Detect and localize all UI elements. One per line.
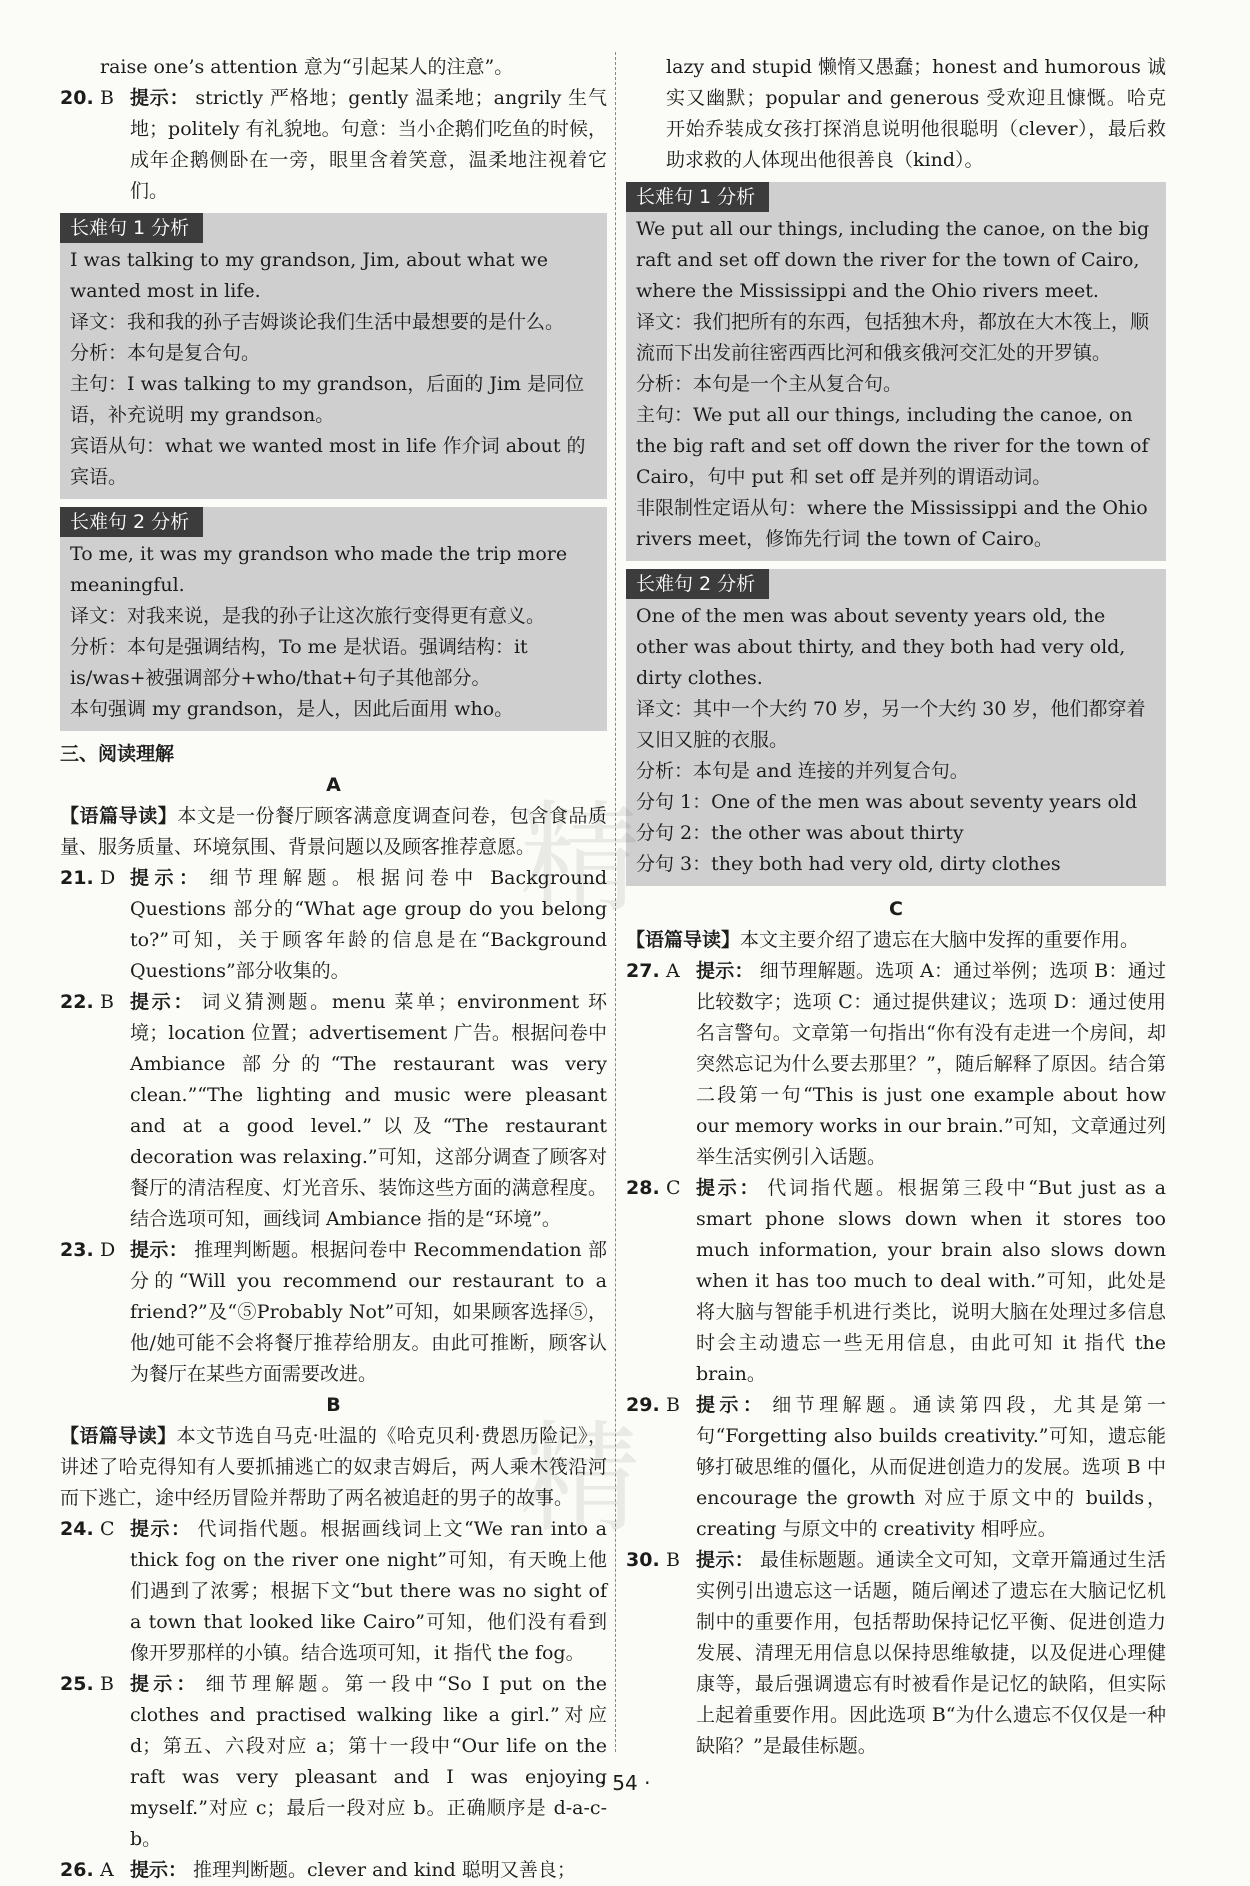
guide-label: 【语篇导读】 (60, 1425, 177, 1447)
explanation (130, 1855, 607, 1886)
explanation-text: 细节理解题。通读第四段，尤其是第一句“Forgetting also builds creativity.”可知，遗忘能够打破思维的僵化，从而促进创造力的发展。选项 B 中 encourage the growth 对应于原文中的 builds，creating 与原文中的 creativity 相呼应。 (696, 1394, 1166, 1540)
answer-letter: B (100, 87, 114, 109)
box-line: 分析：本句是复合句。 (70, 342, 261, 364)
box-title: 长难句 2 分析 (626, 569, 769, 599)
hint-label: 提示： (696, 1394, 767, 1416)
explanation-text: 推理判断题。根据问卷中 Recommendation 部分的“Will you recommend our restaurant to a friend?”及“⑤Probably Not”可知，如果顾客选择⑤，他/她可能不会将餐厅推荐给朋友。由此可推断，顾客认为餐厅在某些方面需要改进。 (130, 1239, 607, 1385)
explanation (696, 1173, 1166, 1390)
hint-label: 提示： (696, 1549, 755, 1571)
paragraph: lazy and stupid 懒惰又愚蠢；honest and humorous 诚实又幽默；popular and generous 受欢迎且慷慨。哈克开始乔装成女孩打探消息说明他很聪明（clever），最后救助求救的人体现出他很善良（kind）。 (666, 56, 1166, 171)
explanation-text: 细节理解题。选项 A：通过举例；选项 B：通过比较数字；选项 C：通过提供建议；选项 D：通过使用名言警句。文章第一句指出“你有没有走进一个房间，却突然忘记为什么要去那里？”，随后解释了原因。结合第二段第一句“This is just one example about how our memory works in our brain.”可知，文章通过列举生活实例引入话题。 (696, 960, 1166, 1168)
box-line: 译文：我们把所有的东西，包括独木舟，都放在大木筏上，顺流而下出发前往密西西比河和俄亥俄河交汇处的开罗镇。 (636, 311, 1150, 364)
answer-letter: D (100, 867, 116, 889)
question-number: 20. (60, 87, 94, 109)
part-heading-b: B (326, 1394, 341, 1416)
question-number: 30. (626, 1549, 660, 1571)
explanation-text: 细节理解题。第一段中“So I put on the clothes and practised walking like a girl.”对应 d；第五、六段对应 a；第十一段中“Our life on the raft was very pleasant and I was enjoying myself.”对应 c；最后一段对应 b。正确顺序是 d-a-c-b。 (130, 1673, 607, 1850)
analysis-box-3 (626, 182, 1166, 561)
right-column (626, 52, 1166, 1762)
box-line: 分句 3：they both had very old, dirty clothes (636, 853, 1061, 875)
watermark-text: 精 (520, 790, 640, 929)
question-number: 25. (60, 1673, 94, 1695)
box-title: 长难句 2 分析 (60, 507, 203, 537)
explanation-text: 代词指代题。根据画线词上文“We ran into a thick fog on the river one night”可知，有天晚上他们遇到了浓雾；根据下文“but there was no sight of a town that looked like Cairo”可知，他们没有看到像开罗那样的小镇。结合选项可知，it 指代 the fog。 (130, 1518, 607, 1664)
answer-letter: B (666, 1394, 680, 1416)
analysis-box-4 (626, 569, 1166, 886)
hint-label: 提示： (130, 87, 190, 109)
box-line: 分析：本句是 and 连接的并列复合句。 (636, 760, 969, 782)
answer-letter: C (666, 1177, 681, 1199)
hint-label: 提示： (130, 1518, 192, 1540)
box-line: 分析：本句是强调结构，To me 是状语。强调结构：it is/was+被强调部分+who/that+句子其他部分。 (70, 636, 528, 689)
box-line: 分析：本句是一个主从复合句。 (636, 373, 903, 395)
box-title: 长难句 1 分析 (60, 213, 203, 243)
question-number: 22. (60, 991, 94, 1013)
answer-letter: D (100, 1239, 116, 1261)
box-title: 长难句 1 分析 (626, 182, 769, 212)
question-number: 27. (626, 960, 660, 982)
box-line: To me, it was my grandson who made the trip more meaningful. (70, 543, 568, 596)
question-number: 29. (626, 1394, 660, 1416)
answer-letter: B (100, 1673, 114, 1695)
question-number: 23. (60, 1239, 94, 1261)
hint-label: 提示： (130, 1859, 188, 1881)
answer-letter: C (100, 1518, 115, 1540)
passage-guide-b (60, 1421, 607, 1514)
question-22 (60, 987, 607, 1235)
explanation-text: 代词指代题。根据第三段中“But just as a smart phone slows down when it stores too much information, your brain also slows down when it has too much to deal with.”可知，此处是将大脑与智能手机进行类比，说明大脑在处理过多信息时会主动遗忘一些无用信息，由此可知 it 指代 the brain。 (696, 1177, 1166, 1385)
question-27 (626, 956, 1166, 1173)
analysis-box-2 (60, 507, 607, 731)
question-21 (60, 863, 607, 987)
guide-label: 【语篇导读】 (626, 929, 741, 951)
part-heading-a: A (326, 774, 341, 796)
box-line: 非限制性定语从句：where the Mississippi and the Ohio rivers meet，修饰先行词 the town of Cairo。 (636, 497, 1148, 550)
section-heading: 三、阅读理解 (60, 743, 175, 765)
box-line: 译文：对我来说，是我的孙子让这次旅行变得更有意义。 (70, 605, 546, 627)
passage-guide-a (60, 801, 607, 863)
question-30 (626, 1545, 1166, 1762)
question-20 (60, 83, 607, 207)
question-24 (60, 1514, 607, 1669)
guide-label: 【语篇导读】 (60, 805, 178, 827)
question-number: 26. (60, 1859, 94, 1881)
hint-label: 提示： (130, 991, 196, 1013)
explanation (696, 956, 1166, 1173)
box-line: 译文：其中一个大约 70 岁，另一个大约 30 岁，他们都穿着又旧又脏的衣服。 (636, 698, 1146, 751)
question-28 (626, 1173, 1166, 1390)
answer-letter: B (666, 1549, 680, 1571)
hint-label: 提示： (696, 960, 754, 982)
left-column (60, 52, 607, 1886)
explanation-text: 细节理解题。根据问卷中 Background Questions 部分的“What age group do you belong to?”可知，关于顾客年龄的信息是在“Background Questions”部分收集的。 (130, 867, 607, 982)
guide-text: 本文是一份餐厅顾客满意度调查问卷，包含食品质量、服务质量、环境氛围、背景问题以及顾客推荐意愿。 (60, 805, 607, 858)
answer-letter: A (100, 1859, 114, 1881)
box-line: 本句强调 my grandson，是人，因此后面用 who。 (70, 698, 514, 720)
explanation (130, 863, 607, 987)
explanation-text: 词义猜测题。menu 菜单；environment 环境；location 位置；advertisement 广告。根据问卷中 Ambiance 部分的“The restaurant was very clean.”“The lighting and music were pleasant and at a good level.”以及“The restaurant decoration was relaxing.”可知，这部分调查了顾客对餐厅的清洁程度、灯光音乐、装饰这些方面的满意程度。结合选项可知，画线词 Ambiance 指的是“环境”。 (130, 991, 607, 1230)
explanation-text: 推理判断题。clever and kind 聪明又善良； (193, 1859, 576, 1881)
explanation (130, 1514, 607, 1669)
analysis-box-1 (60, 213, 607, 499)
box-line: One of the men was about seventy years old, the other was about thirty, and they both had very old, dirty clothes. (636, 605, 1126, 689)
question-23 (60, 1235, 607, 1390)
question-29 (626, 1390, 1166, 1545)
explanation (130, 1235, 607, 1390)
question-26 (60, 1855, 607, 1886)
explanation-text: strictly 严格地；gently 温柔地；angrily 生气地；politely 有礼貌地。句意：当小企鹅们吃鱼的时候，成年企鹅侧卧在一旁，眼里含着笑意，温柔地注视着它们。 (130, 87, 607, 202)
explanation (696, 1390, 1166, 1545)
hint-label: 提示： (130, 1239, 189, 1261)
box-line: 分句 2：the other was about thirty (636, 822, 964, 844)
hint-label: 提示： (130, 867, 204, 889)
explanation-text: 最佳标题题。通读全文可知，文章开篇通过生活实例引出遗忘这一话题，随后阐述了遗忘在大脑记忆机制中的重要作用，包括帮助保持记忆平衡、促进创造力发展、清理无用信息以保持思维敏捷，以及促进心理健康等，最后强调遗忘有时被看作是记忆的缺陷，但实际上起着重要作用。因此选项 B“为什么遗忘不仅仅是一种缺陷？”是最佳标题。 (696, 1549, 1166, 1757)
question-number: 28. (626, 1177, 660, 1199)
box-line: 宾语从句：what we wanted most in life 作介词 about 的宾语。 (70, 435, 586, 488)
box-line: We put all our things, including the canoe, on the big raft and set off down the river for the town of Cairo, where the Mississippi and the Ohio rivers meet. (636, 218, 1150, 302)
passage-guide-c (626, 925, 1166, 956)
guide-text: 本文节选自马克·吐温的《哈克贝利·费恩历险记》，讲述了哈克得知有人要抓捕逃亡的奴隶吉姆后，两人乘木筏沿河而下逃亡，途中经历冒险并帮助了两名被追赶的男子的故事。 (60, 1425, 607, 1509)
guide-text: 本文主要介绍了遗忘在大脑中发挥的重要作用。 (740, 929, 1140, 951)
box-line: 分句 1：One of the men was about seventy years old (636, 791, 1138, 813)
watermark-text: 精 (520, 1410, 640, 1549)
box-line: 主句：We put all our things, including the canoe, on the big raft and set off down the river for the town of Cairo，句中 put 和 set off 是并列的谓语动词。 (636, 404, 1149, 488)
box-line: 主句：I was talking to my grandson，后面的 Jim 是同位语，补充说明 my grandson。 (70, 373, 585, 426)
explanation (130, 83, 607, 207)
question-number: 21. (60, 867, 94, 889)
explanation (130, 1669, 607, 1855)
answer-letter: A (666, 960, 680, 982)
part-heading-c: C (889, 898, 903, 920)
paragraph: raise one’s attention 意为“引起某人的注意”。 (100, 56, 514, 78)
box-line: 译文：我和我的孙子吉姆谈论我们生活中最想要的是什么。 (70, 311, 565, 333)
box-line: I was talking to my grandson, Jim, about what we wanted most in life. (70, 249, 549, 302)
page-number: · 54 · (599, 1771, 651, 1795)
answer-letter: B (100, 991, 114, 1013)
column-divider (615, 52, 616, 1752)
question-number: 24. (60, 1518, 94, 1540)
hint-label: 提示： (696, 1177, 762, 1199)
hint-label: 提示： (130, 1673, 200, 1695)
explanation (696, 1545, 1166, 1762)
explanation (130, 987, 607, 1235)
question-25 (60, 1669, 607, 1855)
